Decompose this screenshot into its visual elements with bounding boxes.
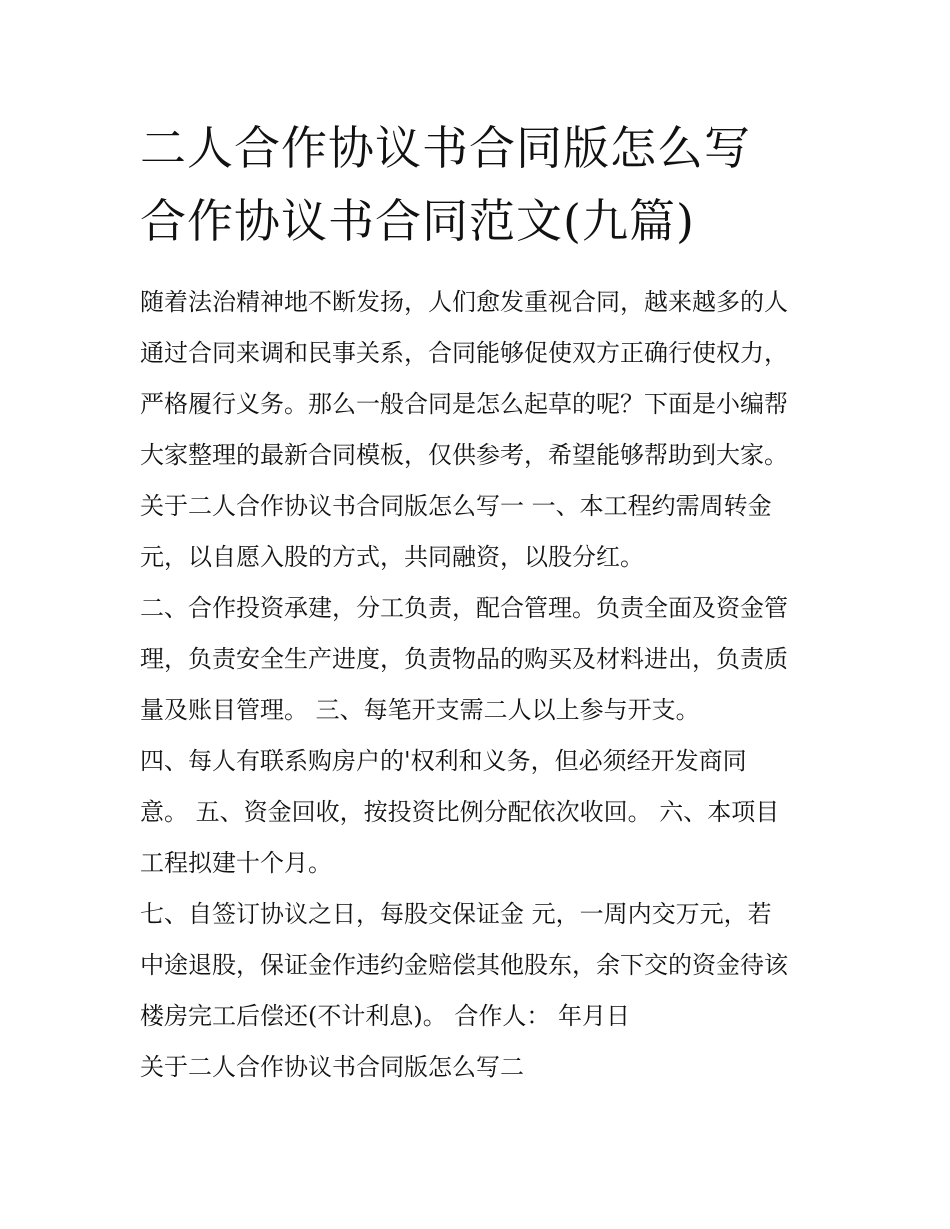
body-line: 意。 五、资金回收，按投资比例分配依次收回。 六、本项目: [140, 798, 780, 826]
body-line: 元，以自愿入股的方式，共同融资，以股分红。: [140, 543, 644, 571]
document-title: [140, 112, 840, 258]
document-body: [140, 280, 830, 1096]
body-line: 二、合作投资承建，分工负责，配合管理。负责全面及资金管: [140, 594, 788, 622]
body-line: 七、自签订协议之日，每股交保证金 元，一周内交万元，若: [140, 900, 772, 928]
body-line: 关于二人合作协议书合同版怎么写二: [140, 1053, 524, 1081]
body-line: 理，负责安全生产进度，负责物品的购买及材料进出，负责质: [140, 645, 788, 673]
title-line: 二人合作协议书合同版怎么写: [140, 121, 751, 175]
body-line: 大家整理的最新合同模板，仅供参考，希望能够帮助到大家。: [140, 441, 788, 469]
body-line: 关于二人合作协议书合同版怎么写一 一、本工程约需周转金: [140, 492, 772, 520]
body-line: 严格履行义务。那么一般合同是怎么起草的呢？下面是小编帮: [140, 390, 788, 418]
body-line: 工程拟建十个月。: [140, 849, 332, 877]
body-line: 随着法治精神地不断发扬，人们愈发重视合同，越来越多的人: [140, 288, 788, 316]
title-line: 合作协议书合同范文(九篇): [140, 194, 695, 248]
body-line: 通过合同来调和民事关系，合同能够促使双方正确行使权力，: [140, 339, 788, 367]
body-line: 楼房完工后偿还(不计利息)。 合作人： 年月日: [140, 1002, 630, 1030]
body-line: 四、每人有联系购房户的'权利和义务，但必须经开发商同: [140, 747, 747, 775]
body-line: 量及账目管理。 三、每笔开支需二人以上参与开支。: [140, 696, 700, 724]
body-line: 中途退股，保证金作违约金赔偿其他股东，余下交的资金待该: [140, 951, 788, 979]
